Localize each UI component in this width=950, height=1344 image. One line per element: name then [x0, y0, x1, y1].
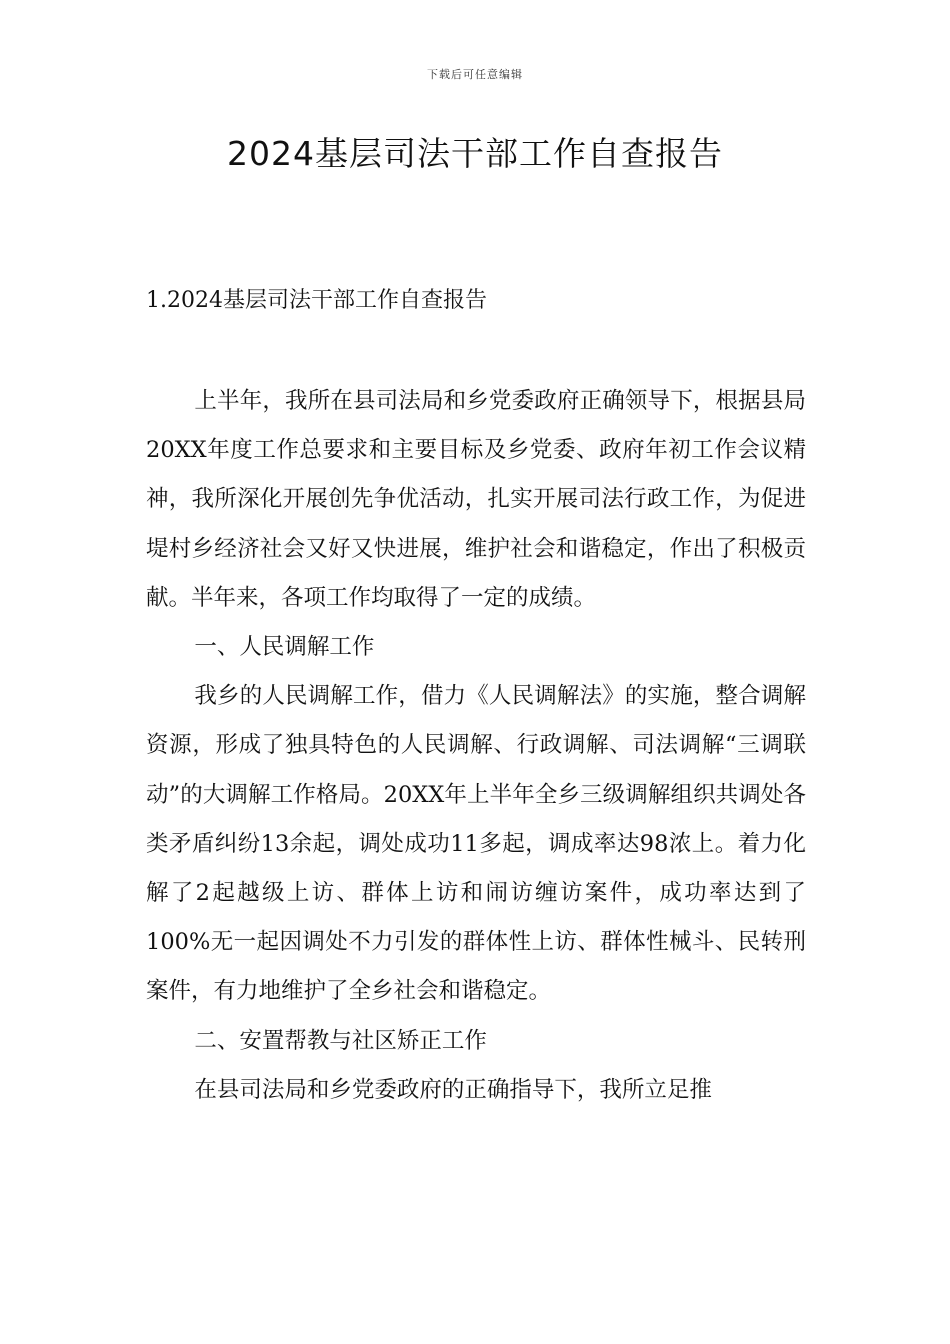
- section-title: 1.2024基层司法干部工作自查报告: [146, 288, 487, 313]
- paragraph-mediation: 我乡的人民调解工作，借力《人民调解法》的实施，整合调解资源，形成了独具特色的人民调解、行政调解、司法调解“三调联动”的大调解工作格局。20XX年上半年全乡三级调解组织共调处各类矛盾纠纷13余起，调处成功11多起，调成率达98浓上。着力化解了2起越级上访、群体上访和闹访缠访案件，成功率达到了100%无一起因调处不力引发的群体性上访、群体性械斗、民转刑案件，有力地维护了全乡社会和谐稳定。: [146, 683, 806, 1005]
- paragraph-intro: 上半年，我所在县司法局和乡党委政府正确领导下，根据县局20XX年度工作总要求和主要目标及乡党委、政府年初工作会议精神，我所深化开展创先争优活动，扎实开展司法行政工作，为促进堤村乡经济社会又好又快进展，维护社会和谐稳定，作出了积极贡献。半年来，各项工作均取得了一定的成绩。: [146, 388, 806, 611]
- heading-mediation: 一、人民调解工作: [194, 634, 375, 661]
- document-title: 2024基层司法干部工作自查报告: [227, 134, 723, 173]
- document-body: [146, 377, 806, 1115]
- header-note: 下载后可任意编辑: [427, 68, 523, 81]
- paragraph-resettlement: 在县司法局和乡党委政府的正确指导下，我所立足推: [194, 1076, 712, 1103]
- heading-resettlement: 二、安置帮教与社区矫正工作: [194, 1027, 487, 1054]
